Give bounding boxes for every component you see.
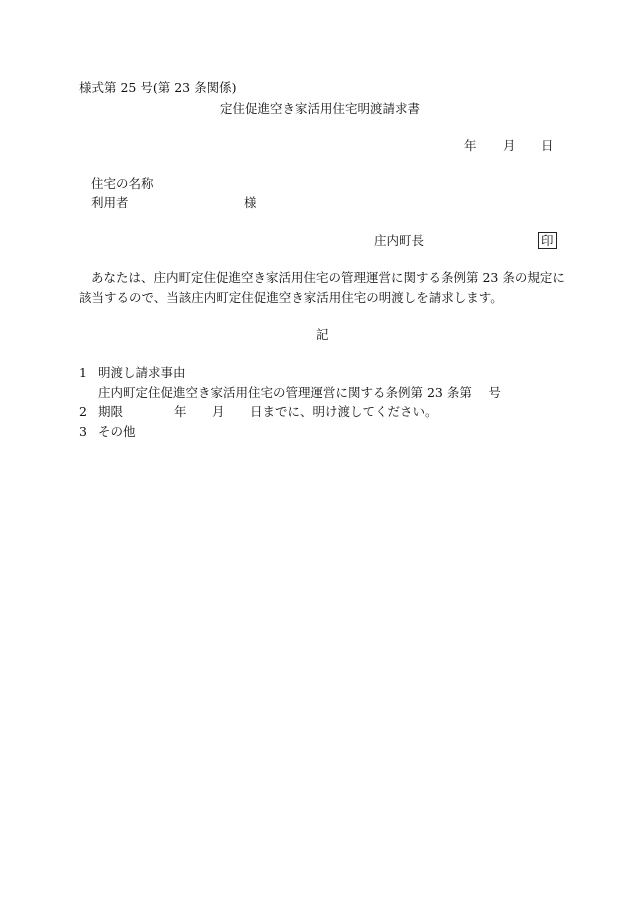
issuer-name: 庄内町長 [374,233,425,248]
date-month: 月 [503,138,516,153]
item-1-number: 1 [79,365,87,380]
deadline-text: 日までに、明け渡してください。 [250,404,438,419]
deadline-month: 月 [212,404,225,419]
user-label: 利用者 [91,195,129,210]
form-number: 様式第 25 号(第 23 条関係) [79,80,237,95]
item-1-detail: 庄内町定住促進空き家活用住宅の管理運営に関する条例第 23 条第 号 [98,385,501,400]
date-year: 年 [464,138,477,153]
seal-mark: 印 [538,232,557,249]
document-title: 定住促進空き家活用住宅明渡請求書 [220,101,421,116]
ki-heading: 記 [316,327,329,342]
item-2-number: 2 [79,404,87,419]
body-text-line2: 該当するので、当該庄内町定住促進空き家活用住宅の明渡しを請求します。 [79,290,503,305]
item-3-number: 3 [79,424,87,439]
deadline-year: 年 [174,404,187,419]
item-2-label: 期限 [98,404,124,419]
honorific: 様 [244,195,257,210]
date-day: 日 [541,138,554,153]
item-1-label: 明渡し請求事由 [98,365,186,380]
item-3-label: その他 [98,424,136,439]
body-text-line1: あなたは、庄内町定住促進空き家活用住宅の管理運営に関する条例第 23 条の規定に [91,270,565,285]
housing-name-label: 住宅の名称 [91,176,154,191]
